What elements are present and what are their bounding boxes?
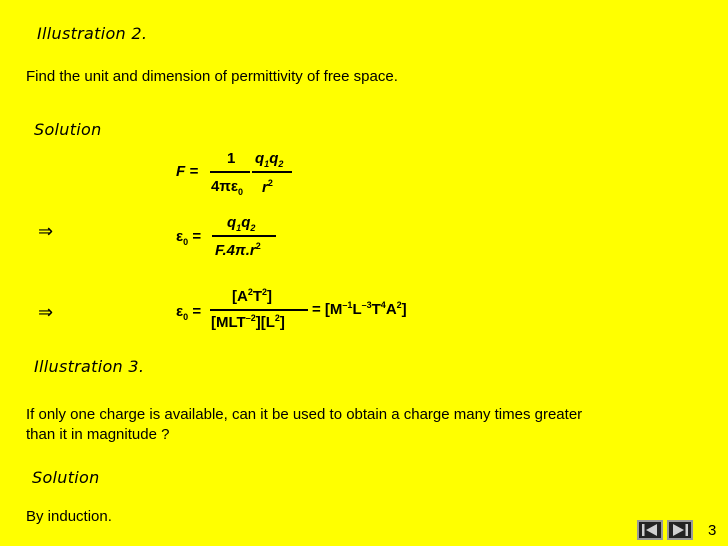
eq1-den2: $r^2$ — [262, 178, 273, 196]
illustration-3-question-line-2: than it in magnitude ? — [26, 426, 170, 443]
eq3-numerator: $[A^2T^2]$ — [232, 287, 273, 305]
next-slide-button[interactable] — [667, 520, 693, 540]
implies-arrow-2: ⇒ — [38, 302, 54, 323]
eq3-rhs: = $[M^{-1}L^{-3}T^4A^2]$ — [312, 300, 407, 318]
eq2-lhs: $\varepsilon_0$ = — [176, 228, 202, 247]
illustration-2-heading: Illustration 2. — [37, 24, 148, 43]
eq3-denominator: $[MLT^{-2}][L^2]$ — [211, 313, 285, 331]
eq1-num1: 1 — [227, 150, 236, 167]
eq1-den1: $4\pi\varepsilon_0$ — [211, 178, 243, 197]
implies-arrow-1: ⇒ — [38, 221, 54, 242]
eq3-fraction-bar — [210, 309, 308, 311]
eq2-fraction-bar — [212, 235, 276, 237]
illustration-2-question: Find the unit and dimension of permittivity of free space. — [26, 68, 398, 85]
eq1-fraction-bar-1 — [210, 171, 250, 173]
illustration-3-question-line-1: If only one charge is available, can it be used to obtain a charge many times greater — [26, 406, 583, 423]
skip-to-first-icon — [639, 522, 661, 538]
solution-label-1: Solution — [34, 120, 102, 139]
solution-label-2: Solution — [32, 468, 100, 487]
eq1-lhs: F = — [176, 163, 199, 180]
skip-to-next-icon — [669, 522, 691, 538]
illustration-3-answer: By induction. — [26, 508, 112, 525]
illustration-3-heading: Illustration 3. — [34, 357, 145, 376]
eq3-lhs: $\varepsilon_0$ = — [176, 303, 202, 322]
eq2-denominator: $F.4\pi.r^2$ — [215, 241, 261, 259]
eq2-numerator: $q_1q_2$ — [227, 214, 256, 233]
first-slide-button[interactable] — [637, 520, 663, 540]
eq1-fraction-bar-2 — [252, 171, 292, 173]
page-number: 3 — [708, 522, 717, 539]
eq1-num2: $q_1q_2$ — [255, 150, 284, 169]
